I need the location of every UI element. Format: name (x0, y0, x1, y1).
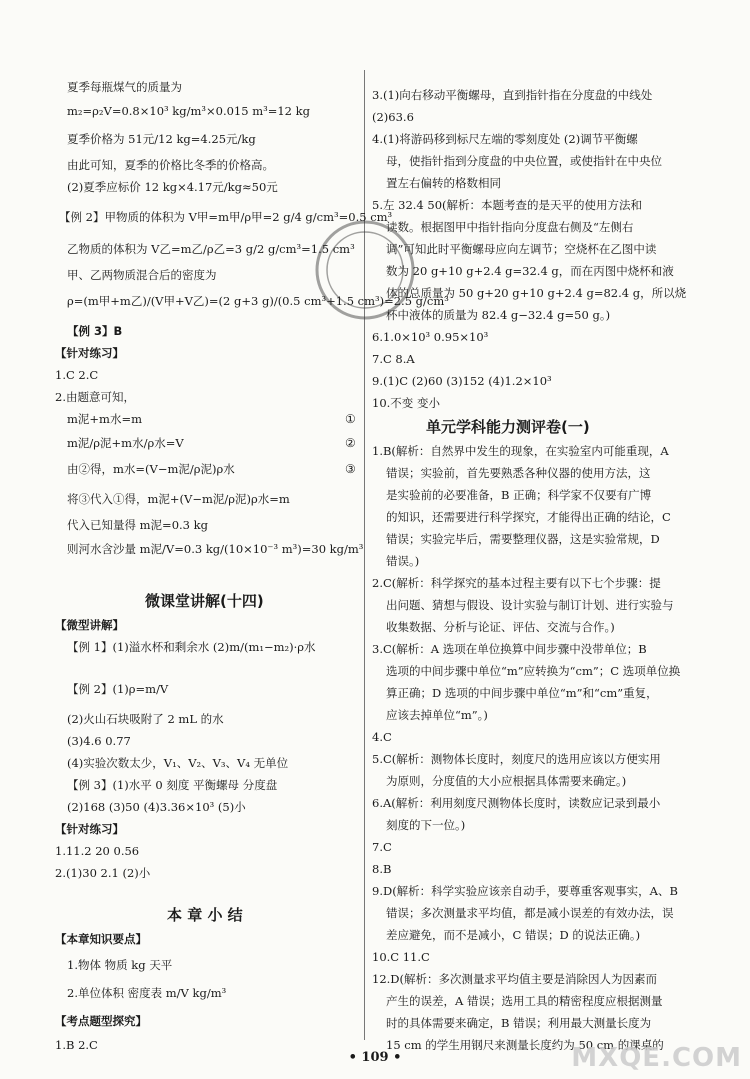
text-line: 代入已知量得 m泥=0.3 kg (67, 518, 208, 532)
text-line: 将③代入①得，m泥+(V−m泥/ρ泥)ρ水=m (67, 492, 290, 506)
text-line: 差应避免，而不是减小，C 错误；D 的说法正确。) (386, 928, 641, 942)
text-line: 应该去掉单位“m”。) (386, 708, 488, 722)
text-line: 算正确；D 选项的中间步骤中单位“m”和“cm”重复， (386, 686, 658, 700)
watermark-logo: MXQE.COM (571, 1043, 742, 1073)
text-line: 7.C 8.A (372, 352, 415, 366)
text-line: 是实验前的必要准备，B 正确；科学家不仅要有广博 (386, 488, 652, 502)
text-line: m泥/ρ泥+m水/ρ水=V (67, 436, 184, 450)
text-line: 产生的误差，A 错误；选用工具的精密程度应根据测量 (386, 994, 663, 1008)
section-heading: 【微型讲解】 (55, 618, 124, 632)
text-line: 2.由题意可知， (55, 390, 135, 404)
text-line: (2)夏季应标价 12 kg×4.17元/kg≈50元 (67, 180, 278, 194)
text-line: 杯中液体的质量为 82.4 g−32.4 g=50 g。) (386, 308, 611, 322)
text-line: 错误。) (386, 554, 420, 568)
text-line: 调”可知此时平衡螺母应向左调节；空烧杯在乙图中读 (386, 242, 657, 256)
circled-number: ① (345, 412, 356, 426)
text-line: 【例 3】B (67, 324, 123, 338)
text-line: 置左右偏转的格数相同 (386, 176, 501, 190)
text-line: 【例 1】(1)溢水杯和剩余水 (2)m/(m₁−m₂)·ρ水 (67, 640, 316, 654)
text-line: 6.A(解析：利用刻度尺测物体长度时，读数应记录到最小 (372, 796, 661, 810)
text-line: 4.(1)将游码移到标尺左端的零刻度处 (2)调节平衡螺 (372, 132, 638, 146)
text-line: (2)63.6 (372, 110, 414, 124)
text-line: (2)火山石块吸附了 2 mL 的水 (67, 712, 224, 726)
text-line: 夏季每瓶煤气的质量为 (67, 80, 182, 94)
text-line: 1.11.2 20 0.56 (55, 844, 140, 858)
text-line: m泥+m水=m (67, 412, 142, 426)
text-line: 收集数据、分析与论证、评估、交流与合作。) (386, 620, 615, 634)
text-line: 选项的中间步骤中单位“m”应转换为“cm”；C 选项单位换 (386, 664, 681, 678)
text-line: 1.物体 物质 kg 天平 (67, 958, 173, 972)
text-line: 由此可知，夏季的价格比冬季的价格高。 (67, 158, 274, 172)
text-line: 2.(1)30 2.1 (2)小 (55, 866, 151, 880)
text-line: 7.C (372, 840, 392, 854)
text-line: 5.C(解析：测物体长度时，刻度尺的选用应该以方便实用 (372, 752, 661, 766)
text-line: 2.C(解析：科学探究的基本过程主要有以下七个步骤：提 (372, 576, 661, 590)
text-line: 母，使指针指到分度盘的中央位置，或使指针在中央位 (386, 154, 662, 168)
text-line: 则河水含沙量 m泥/V=0.3 kg/(10×10⁻³ m³)=30 kg/m³ (67, 542, 364, 556)
text-line: 1.B 2.C (55, 1038, 98, 1052)
text-line: 8.B (372, 862, 392, 876)
text-line: 12.D(解析：多次测量求平均值主要是消除因人为因素而 (372, 972, 657, 986)
text-line: m₂=ρ₂V=0.8×10³ kg/m³×0.015 m³=12 kg (67, 104, 310, 118)
text-line: 1.C 2.C (55, 368, 99, 382)
text-line: 为原则，分度值的大小应根据具体需要来确定。) (386, 774, 627, 788)
text-line: 由②得，m水=(V−m泥/ρ泥)ρ水 (67, 462, 235, 476)
text-line: 10.C 11.C (372, 950, 430, 964)
text-line: 4.C (372, 730, 392, 744)
text-line: 5.左 32.4 50(解析：本题考查的是天平的使用方法和 (372, 198, 643, 212)
text-line: 数为 20 g+10 g+2.4 g=32.4 g，而在丙图中烧杯和液 (386, 264, 674, 278)
section-title: 本 章 小 结 (167, 906, 243, 924)
section-heading: 【考点题型探究】 (55, 1014, 147, 1028)
text-line: 15 cm 的学生用钢尺来测量长度约为 50 cm 的课桌的 (386, 1038, 664, 1052)
text-line: 甲、乙两物质混合后的密度为 (67, 268, 217, 282)
text-line: (4)实验次数太少，V₁、V₂、V₃、V₄ 无单位 (67, 756, 289, 770)
text-line: 2.单位体积 密度表 m/V kg/m³ (67, 986, 227, 1000)
text-line: 9.D(解析：科学实验应该亲自动手，要尊重客观事实，A、B (372, 884, 678, 898)
text-line: (2)168 (3)50 (4)3.36×10³ (5)小 (67, 800, 246, 814)
section-heading: 【本章知识要点】 (55, 932, 147, 946)
text-line: 夏季价格为 51元/12 kg=4.25元/kg (67, 132, 256, 146)
text-line: 读数。根据图甲中指针指向分度盘右侧及“左侧右 (386, 220, 634, 234)
text-line: 3.C(解析：A 选项在单位换算中间步骤中没带单位；B (372, 642, 647, 656)
text-line: 【例 2】(1)ρ=m/V (67, 682, 169, 696)
text-line: ρ=(m甲+m乙)/(V甲+V乙)=(2 g+3 g)/(0.5 cm³+1.5 cm³)=2.5 g/cm³ (67, 294, 449, 308)
text-line: 错误；实验前，首先要熟悉各种仪器的使用方法，这 (386, 466, 651, 480)
text-line: 9.(1)C (2)60 (3)152 (4)1.2×10³ (372, 374, 552, 388)
text-line: 体的总质量为 50 g+20 g+10 g+2.4 g=82.4 g，所以烧 (386, 286, 687, 300)
section-heading: 【针对练习】 (55, 822, 124, 836)
text-line: 刻度的下一位。) (386, 818, 466, 832)
text-line: 3.(1)向右移动平衡螺母，直到指针指在分度盘的中线处 (372, 88, 653, 102)
page-number: • 109 • (348, 1050, 402, 1065)
text-line: 1.B(解析：自然界中发生的现象，在实验室内可能重现，A (372, 444, 669, 458)
text-line: 10.不变 变小 (372, 396, 440, 410)
stamp-seal (310, 215, 420, 325)
circled-number: ③ (345, 462, 356, 476)
text-line: 时的具体需要来确定，B 错误；利用最大测量长度为 (386, 1016, 652, 1030)
text-line: 乙物质的体积为 V乙=m乙/ρ乙=3 g/2 g/cm³=1.5 cm³ (67, 242, 355, 256)
text-line: 错误；实验完毕后，需要整理仪器，这是实验常规，D (386, 532, 660, 546)
text-line: (3)4.6 0.77 (67, 734, 131, 748)
text-line: 出问题、猜想与假设、设计实验与制订计划、进行实验与 (386, 598, 674, 612)
text-line: 错误；多次测量求平均值，都是减小误差的有效办法，误 (386, 906, 674, 920)
section-heading: 【针对练习】 (55, 346, 124, 360)
circled-number: ② (345, 436, 356, 450)
section-title: 微课堂讲解(十四) (145, 592, 264, 610)
section-title: 单元学科能力测评卷(一) (426, 418, 590, 436)
text-line: 【例 3】(1)水平 0 刻度 平衡螺母 分度盘 (67, 778, 278, 792)
text-line: 的知识，还需要进行科学探究，才能得出正确的结论，C (386, 510, 671, 524)
text-line: 6.1.0×10³ 0.95×10³ (372, 330, 489, 344)
text-line: 【例 2】甲物质的体积为 V甲=m甲/ρ甲=2 g/4 g/cm³=0.5 cm³ (59, 210, 393, 224)
